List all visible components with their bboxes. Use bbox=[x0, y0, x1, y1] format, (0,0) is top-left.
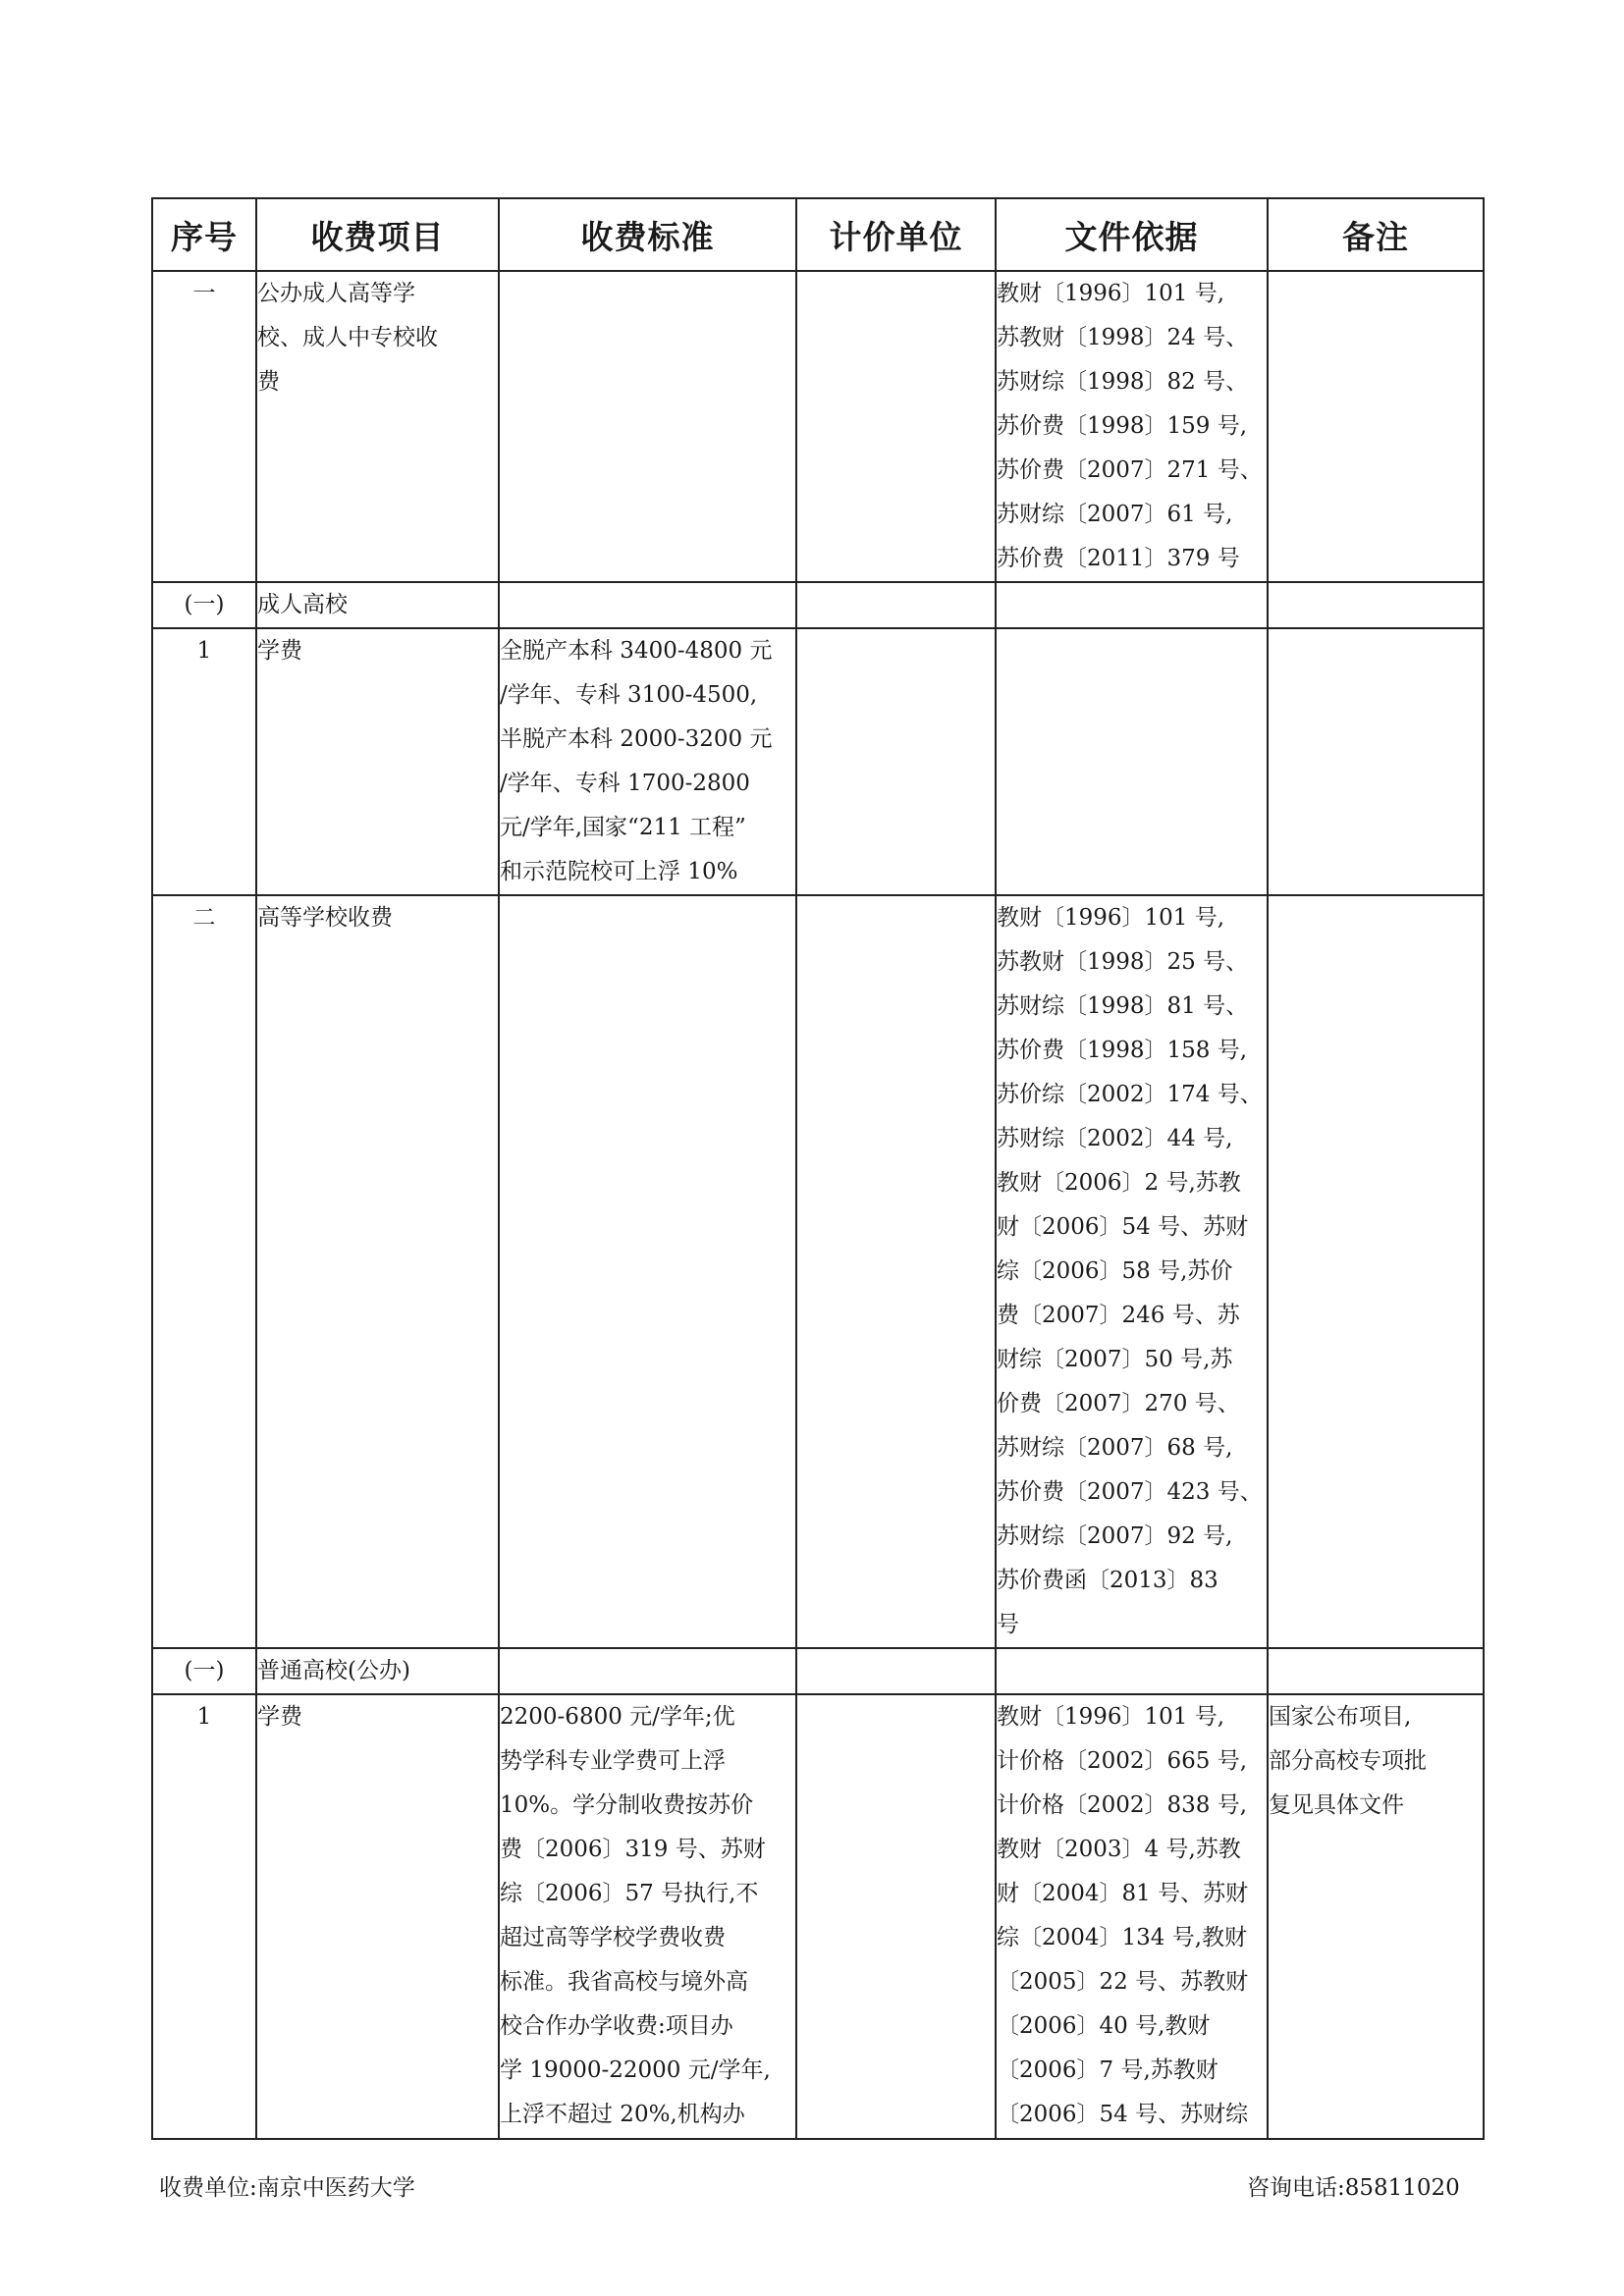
cell-basis-line: 苏价费〔1998〕158 号, bbox=[997, 1038, 1248, 1063]
cell-standard-line: 全脱产本科 3400-4800 元 bbox=[500, 638, 773, 664]
cell-item bbox=[256, 271, 499, 582]
cell-basis-line: 〔2006〕54 号、苏财综 bbox=[997, 2102, 1249, 2127]
cell-item-line: 费 bbox=[257, 369, 280, 395]
cell-basis-line: 计价格〔2002〕838 号, bbox=[997, 1792, 1248, 1818]
header-remark: 备注 bbox=[1268, 198, 1484, 271]
cell-item bbox=[256, 1694, 499, 2139]
table-row bbox=[152, 895, 1484, 1648]
cell-basis-line: 教财〔1996〕101 号, bbox=[997, 281, 1225, 306]
cell-item-line: 高等学校收费 bbox=[257, 905, 393, 931]
cell-basis-line: 〔2005〕22 号、苏教财 bbox=[997, 1969, 1249, 1995]
cell-basis bbox=[996, 895, 1268, 1648]
header-standard: 收费标准 bbox=[499, 198, 796, 271]
cell-standard-line: 10%。学分制收费按苏价 bbox=[500, 1792, 754, 1818]
cell-item-line: 普通高校(公办) bbox=[257, 1658, 410, 1683]
table-row bbox=[152, 582, 1484, 628]
cell-item-line: 校、成人中专校收 bbox=[257, 325, 438, 350]
cell-basis-line: 苏财综〔2007〕68 号, bbox=[997, 1435, 1233, 1461]
cell-standard-line: 和示范院校可上浮 10% bbox=[500, 859, 738, 884]
cell-basis-line: 〔2006〕40 号,教财 bbox=[997, 2013, 1211, 2039]
cell-remark bbox=[1268, 895, 1484, 1648]
cell-remark-line: 国家公布项目, bbox=[1269, 1704, 1412, 1730]
header-unit: 计价单位 bbox=[796, 198, 996, 271]
cell-standard-line: 标准。我省高校与境外高 bbox=[500, 1969, 748, 1995]
cell-basis-line: 苏教财〔1998〕24 号、 bbox=[997, 325, 1249, 350]
header-item: 收费项目 bbox=[256, 198, 499, 271]
cell-basis-line: 苏价费函〔2013〕83 bbox=[997, 1568, 1218, 1593]
cell-remark bbox=[1268, 582, 1484, 628]
cell-basis-line: 苏价综〔2002〕174 号、 bbox=[997, 1082, 1263, 1107]
cell-basis-line: 财〔2006〕54 号、苏财 bbox=[997, 1214, 1249, 1240]
cell-basis-line: 苏财综〔2002〕44 号, bbox=[997, 1126, 1233, 1151]
cell-standard bbox=[499, 1648, 796, 1694]
cell-basis-line: 苏价费〔2007〕423 号、 bbox=[997, 1479, 1263, 1505]
cell-seq: 1 bbox=[152, 1694, 256, 2139]
cell-unit bbox=[796, 1648, 996, 1694]
cell-standard bbox=[499, 1694, 796, 2139]
cell-seq: (一) bbox=[152, 1648, 256, 1694]
cell-basis bbox=[996, 271, 1268, 582]
header-row bbox=[152, 198, 1484, 271]
cell-standard-line: 势学科专业学费可上浮 bbox=[500, 1748, 726, 1774]
cell-standard-line: 2200-6800 元/学年;优 bbox=[500, 1704, 735, 1730]
cell-standard-line: 学 19000-22000 元/学年, bbox=[500, 2057, 771, 2083]
table-row bbox=[152, 628, 1484, 895]
header-basis: 文件依据 bbox=[996, 198, 1268, 271]
table-row bbox=[152, 1648, 1484, 1694]
cell-basis-line: 教财〔1996〕101 号, bbox=[997, 905, 1225, 931]
cell-remark-line: 复见具体文件 bbox=[1269, 1792, 1404, 1818]
cell-unit bbox=[796, 895, 996, 1648]
cell-item-line: 学费 bbox=[257, 1704, 302, 1730]
footer-phone: 咨询电话:85811020 bbox=[1247, 2175, 1460, 2201]
cell-seq: 一 bbox=[152, 271, 256, 582]
cell-standard bbox=[499, 582, 796, 628]
cell-standard-line: 综〔2006〕57 号执行,不 bbox=[500, 1881, 759, 1906]
cell-standard-line: /学年、专科 1700-2800 bbox=[500, 771, 750, 796]
cell-basis-line: 教财〔1996〕101 号, bbox=[997, 1704, 1225, 1730]
cell-remark-line: 部分高校专项批 bbox=[1269, 1748, 1427, 1774]
cell-basis bbox=[996, 1648, 1268, 1694]
cell-basis-line: 财〔2004〕81 号、苏财 bbox=[997, 1881, 1249, 1906]
cell-seq: (一) bbox=[152, 582, 256, 628]
cell-remark bbox=[1268, 1694, 1484, 2139]
cell-unit bbox=[796, 628, 996, 895]
cell-basis-line: 财综〔2007〕50 号,苏 bbox=[997, 1347, 1233, 1372]
cell-basis-line: 综〔2006〕58 号,苏价 bbox=[997, 1258, 1233, 1284]
cell-basis-line: 苏财综〔1998〕81 号、 bbox=[997, 993, 1249, 1019]
cell-basis-line: 教财〔2006〕2 号,苏教 bbox=[997, 1170, 1241, 1196]
cell-basis-line: 〔2006〕7 号,苏教财 bbox=[997, 2057, 1218, 2083]
cell-basis-line: 苏教财〔1998〕25 号、 bbox=[997, 949, 1249, 975]
cell-unit bbox=[796, 1694, 996, 2139]
cell-remark bbox=[1268, 1648, 1484, 1694]
cell-basis-line: 苏财综〔2007〕92 号, bbox=[997, 1523, 1233, 1549]
table-row bbox=[152, 271, 1484, 582]
cell-basis-line: 费〔2007〕246 号、苏 bbox=[997, 1303, 1240, 1328]
cell-item bbox=[256, 628, 499, 895]
header-seq: 序号 bbox=[152, 198, 256, 271]
cell-seq: 1 bbox=[152, 628, 256, 895]
cell-standard-line: 超过高等学校学费收费 bbox=[500, 1925, 726, 1950]
table-row bbox=[152, 1694, 1484, 2139]
cell-standard bbox=[499, 628, 796, 895]
cell-standard bbox=[499, 271, 796, 582]
cell-item bbox=[256, 895, 499, 1648]
cell-standard bbox=[499, 895, 796, 1648]
cell-item-line: 成人高校 bbox=[257, 592, 348, 617]
cell-basis-line: 苏财综〔2007〕61 号, bbox=[997, 502, 1233, 527]
cell-standard-line: 费〔2006〕319 号、苏财 bbox=[500, 1837, 766, 1862]
cell-standard-line: 上浮不超过 20%,机构办 bbox=[500, 2102, 745, 2127]
cell-item-line: 公办成人高等学 bbox=[257, 281, 415, 306]
cell-item bbox=[256, 1648, 499, 1694]
cell-unit bbox=[796, 271, 996, 582]
cell-basis-line: 价费〔2007〕270 号、 bbox=[997, 1391, 1240, 1416]
cell-seq: 二 bbox=[152, 895, 256, 1648]
cell-item-line: 学费 bbox=[257, 638, 302, 664]
cell-standard-line: 元/学年,国家“211 工程” bbox=[500, 815, 746, 840]
cell-basis-line: 号 bbox=[997, 1612, 1019, 1637]
cell-remark bbox=[1268, 271, 1484, 582]
cell-basis-line: 苏价费〔2007〕271 号、 bbox=[997, 457, 1263, 483]
fee-table bbox=[151, 197, 1485, 2140]
cell-basis bbox=[996, 582, 1268, 628]
cell-standard-line: 半脱产本科 2000-3200 元 bbox=[500, 726, 773, 752]
cell-remark bbox=[1268, 628, 1484, 895]
footer-fee-unit: 收费单位:南京中医药大学 bbox=[159, 2175, 415, 2201]
cell-basis-line: 教财〔2003〕4 号,苏教 bbox=[997, 1837, 1241, 1862]
cell-basis bbox=[996, 1694, 1268, 2139]
cell-basis-line: 苏价费〔2011〕379 号 bbox=[997, 546, 1240, 571]
cell-unit bbox=[796, 582, 996, 628]
cell-basis-line: 综〔2004〕134 号,教财 bbox=[997, 1925, 1248, 1950]
cell-standard-line: /学年、专科 3100-4500, bbox=[500, 682, 758, 708]
cell-basis-line: 苏财综〔1998〕82 号、 bbox=[997, 369, 1249, 395]
cell-basis-line: 苏价费〔1998〕159 号, bbox=[997, 413, 1248, 439]
cell-basis bbox=[996, 628, 1268, 895]
cell-item bbox=[256, 582, 499, 628]
cell-basis-line: 计价格〔2002〕665 号, bbox=[997, 1748, 1248, 1774]
cell-standard-line: 校合作办学收费:项目办 bbox=[500, 2013, 733, 2039]
